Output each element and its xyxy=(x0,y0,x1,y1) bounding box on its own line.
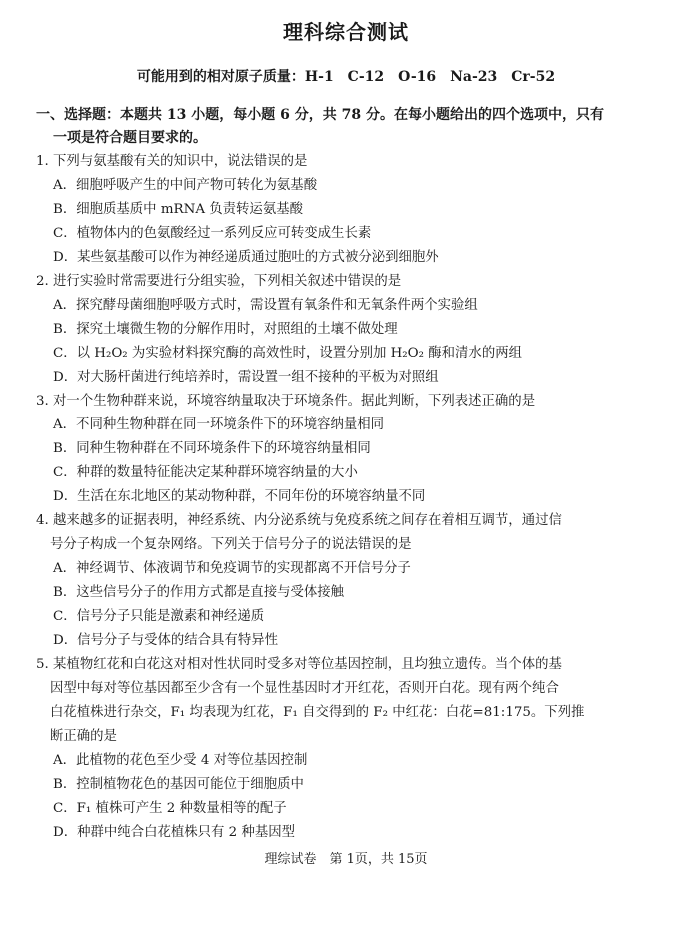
page-title: 理科综合测试 xyxy=(283,20,409,44)
question-4-option-c: C．信号分子只能是激素和神经递质 xyxy=(53,609,265,624)
question-4-stem-line-2: 号分子构成一个复杂网络。下列关于信号分子的说法错误的是 xyxy=(50,537,412,552)
question-5-option-b: B．控制植物花色的基因可能位于细胞质中 xyxy=(53,777,304,792)
question-5-stem-line-2: 因型中每对等位基因都至少含有一个显性基因时才开红花，否则开白花。现有两个纯合 xyxy=(50,681,559,696)
question-4-option-a: A．神经调节、体液调节和免疫调节的实现都离不开信号分子 xyxy=(53,561,411,576)
question-1-stem: 1. 下列与氨基酸有关的知识中，说法错误的是 xyxy=(36,154,308,169)
question-2-option-c: C．以 H₂O₂ 为实验材料探究酶的高效性时，设置分别加 H₂O₂ 酶和清水的两组 xyxy=(53,346,522,361)
question-5-stem-line-4: 断正确的是 xyxy=(50,729,117,744)
question-3-option-b: B．同种生物种群在不同环境条件下的环境容纳量相同 xyxy=(53,441,371,456)
question-2-option-b: B．探究土壤微生物的分解作用时，对照组的土壤不做处理 xyxy=(53,322,398,337)
question-2-stem: 2. 进行实验时常需要进行分组实验，下列相关叙述中错误的是 xyxy=(36,274,402,289)
atomic-masses-line: 可能用到的相对原子质量：H-1 C-12 O-16 Na-23 Cr-52 xyxy=(136,69,556,85)
question-1-option-c: C．植物体内的色氨酸经过一系列反应可转变成生长素 xyxy=(53,226,372,241)
question-3-option-a: A．不同种生物种群在同一环境条件下的环境容纳量相同 xyxy=(53,417,385,432)
question-3-option-d: D．生活在东北地区的某动物种群，不同年份的环境容纳量不同 xyxy=(53,489,426,504)
question-1-option-a: A．细胞呼吸产生的中间产物可转化为氨基酸 xyxy=(53,178,318,193)
question-5-option-d: D．种群中纯合白花植株只有 2 种基因型 xyxy=(53,825,296,840)
question-3-option-c: C．种群的数量特征能决定某种群环境容纳量的大小 xyxy=(53,465,358,480)
question-5-option-c: C．F₁ 植株可产生 2 种数量相等的配子 xyxy=(53,801,287,816)
question-4-option-b: B．这些信号分子的作用方式都是直接与受体接触 xyxy=(53,585,345,600)
question-5-option-a: A．此植物的花色至少受 4 对等位基因控制 xyxy=(53,753,308,768)
question-5-stem-line-3: 白花植株进行杂交，F₁ 均表现为红花，F₁ 自交得到的 F₂ 中红花：白花=81:175。下列推 xyxy=(50,705,585,720)
question-2-option-a: A．探究酵母菌细胞呼吸方式时，需设置有氧条件和无氧条件两个实验组 xyxy=(53,298,478,313)
question-4-stem-line-1: 4. 越来越多的证据表明，神经系统、内分泌系统与免疫系统之间存在着相互调节，通过信 xyxy=(36,513,562,528)
question-5-stem-line-1: 5. 某植物红花和白花这对相对性状同时受多对等位基因控制，且均独立遗传。当个体的基 xyxy=(36,657,562,672)
question-1-option-b: B．细胞质基质中 mRNA 负责转运氨基酸 xyxy=(53,202,303,217)
section-heading-line-1: 一、选择题：本题共 13 小题，每小题 6 分，共 78 分。在每小题给出的四个选项中，只有 xyxy=(36,107,604,123)
question-1-option-d: D．某些氨基酸可以作为神经递质通过胞吐的方式被分泌到细胞外 xyxy=(53,250,439,265)
page-footer: 理综试卷 第 1页，共 15页 xyxy=(264,852,428,867)
question-2-option-d: D．对大肠杆菌进行纯培养时，需设置一组不接种的平板为对照组 xyxy=(53,370,439,385)
section-heading-line-2: 一项是符合题目要求的。 xyxy=(53,130,207,146)
question-4-option-d: D．信号分子与受体的结合具有特异性 xyxy=(53,633,278,648)
question-3-stem: 3. 对一个生物种群来说，环境容纳量取决于环境条件。据此判断，下列表述正确的是 xyxy=(36,394,536,409)
